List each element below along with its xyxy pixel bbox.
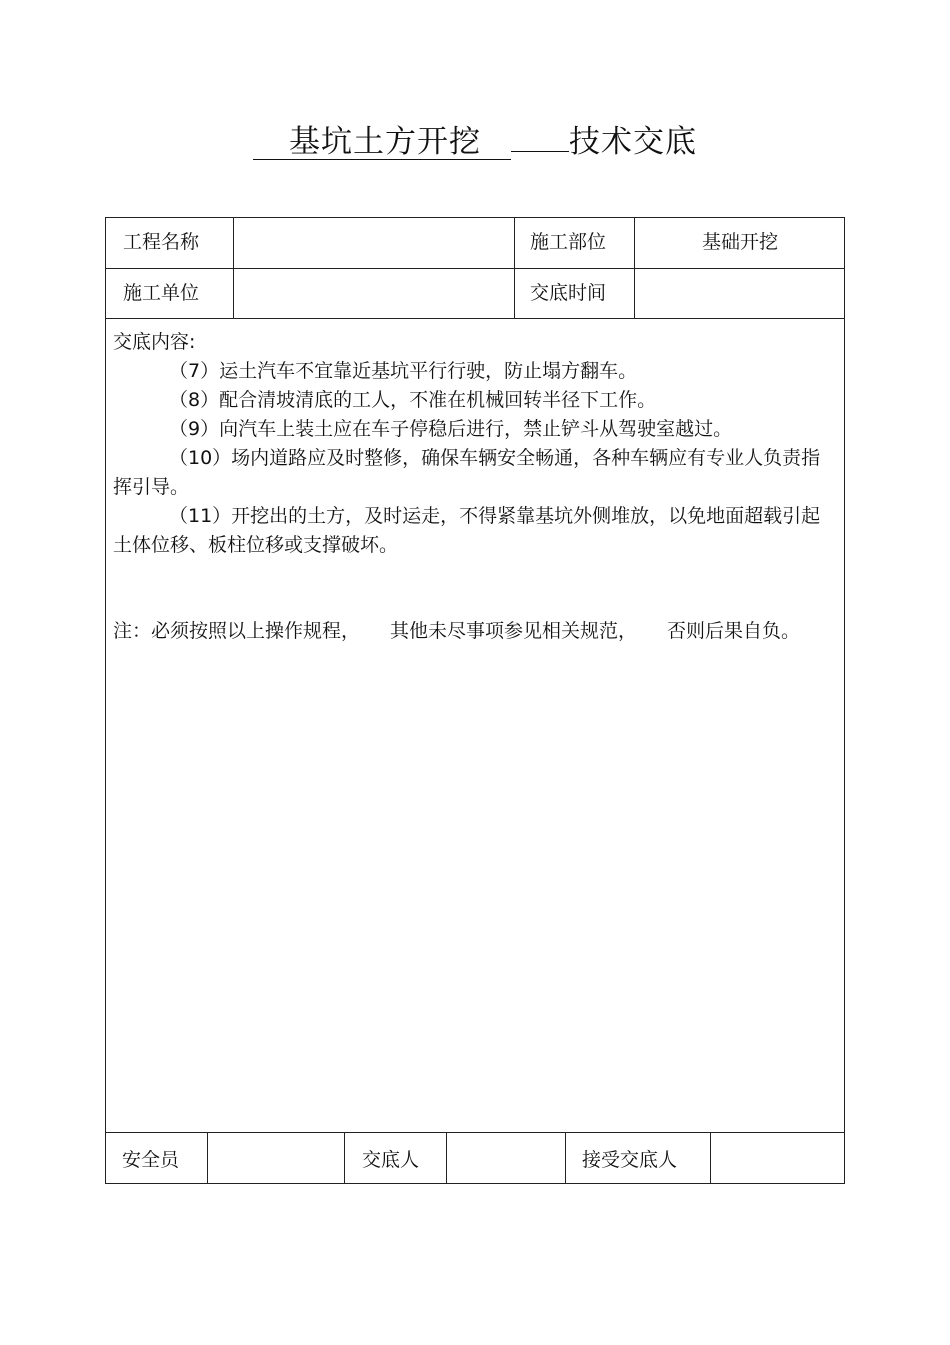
col-divider (710, 1132, 711, 1183)
content-item: （9）向汽车上装土应在车子停稳后进行，禁止铲斗从驾驶室越过。 (169, 418, 733, 440)
page-title (0, 122, 950, 162)
col-divider (344, 1132, 345, 1183)
content-item: （8）配合清坡清底的工人，不准在机械回转半径下工作。 (169, 389, 657, 411)
disclosure-form (105, 217, 845, 1184)
col-divider (634, 218, 635, 318)
note-text: 其他未尽事项参见相关规范， (390, 620, 638, 642)
content-note (113, 617, 838, 646)
presenter-label: 交底人 (362, 1149, 420, 1171)
col-divider (514, 218, 515, 318)
col-divider (207, 1132, 208, 1183)
safety-officer-label: 安全员 (122, 1149, 180, 1171)
title-suffix: 技术交底 (569, 124, 697, 160)
disclosure-time-label: 交底时间 (530, 282, 607, 304)
receiver-label: 接受交底人 (582, 1149, 678, 1171)
note-text: 注：必须按照以上操作规程， (113, 620, 361, 642)
title-underline (511, 151, 569, 152)
note-text: 否则后果自负。 (667, 620, 801, 642)
construction-part-value[interactable]: 基础开挖 (701, 231, 778, 253)
col-divider (233, 218, 234, 318)
col-divider (565, 1132, 566, 1183)
row-divider (106, 318, 844, 319)
col-divider (446, 1132, 447, 1183)
content-item: （11）开挖出的土方，及时运走，不得紧靠基坑外侧堆放，以免地面超载引起土体位移、板柱位移或支撑破坏。 (113, 505, 821, 556)
row-divider (106, 1132, 844, 1133)
content-heading: 交底内容: (113, 331, 196, 353)
content-item: （7）运土汽车不宜靠近基坑平行行驶，防止塌方翻车。 (169, 360, 638, 382)
construction-part-label: 施工部位 (530, 231, 607, 253)
project-name-label: 工程名称 (123, 231, 200, 253)
title-subject: 基坑土方开挖 (253, 125, 511, 160)
disclosure-content (113, 328, 838, 646)
construction-unit-label: 施工单位 (123, 282, 200, 304)
content-item: （10）场内道路应及时整修，确保车辆安全畅通，各种车辆应有专业人负责指挥引导。 (113, 447, 821, 498)
row-divider (106, 268, 844, 269)
